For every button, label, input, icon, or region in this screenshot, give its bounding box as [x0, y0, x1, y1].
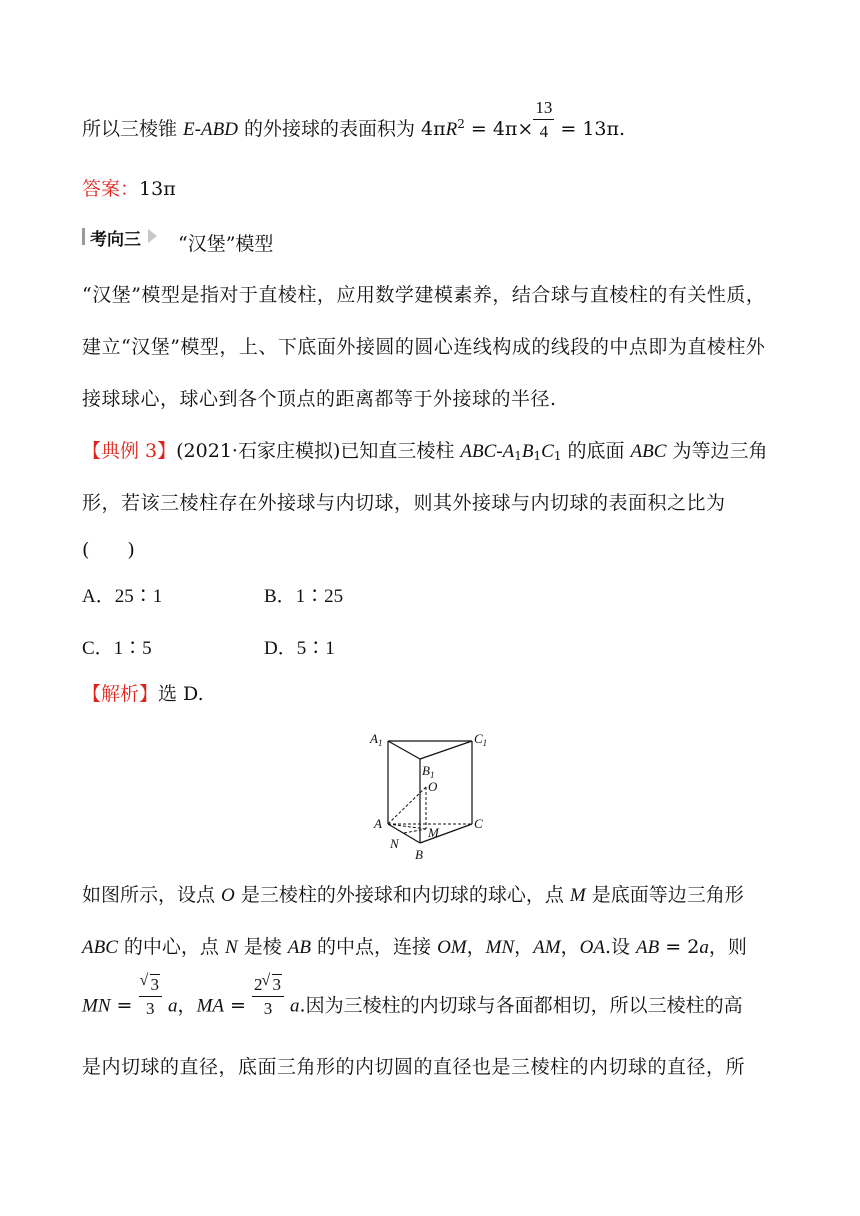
label-A1: $A_1$	[370, 731, 383, 748]
exponent: 2	[457, 117, 465, 131]
var-OM: OM	[437, 937, 467, 958]
radius-var: R	[445, 119, 458, 140]
option-c[interactable]: C．1∶5	[82, 638, 152, 659]
denominator: 4	[539, 121, 549, 141]
text: 是棱	[237, 936, 288, 958]
answer-paren: ( )	[82, 539, 135, 561]
solution-line-3	[82, 975, 743, 1018]
option-d[interactable]: D．5∶1	[264, 638, 335, 659]
text: ，	[560, 936, 580, 958]
label-O: O	[428, 779, 438, 794]
text: ，	[514, 936, 534, 958]
sqrt-sign	[141, 976, 161, 993]
text: = 13π.	[554, 118, 626, 140]
option-a[interactable]: A．25∶1	[82, 586, 163, 607]
text: 是三棱柱的外接球和内切球的球心，点	[234, 884, 570, 906]
tag-bar	[82, 228, 85, 245]
var-AB: AB	[287, 937, 311, 958]
prism-part: ABC-A	[460, 441, 515, 462]
label-N: N	[390, 836, 399, 851]
var-O: O	[221, 885, 235, 906]
text: = 4π×	[464, 118, 534, 140]
var-MN: MN	[82, 995, 111, 1017]
text: =	[110, 994, 139, 1017]
subscript: 1	[533, 449, 542, 463]
text: 的外接球的表面积为 4π	[237, 118, 446, 140]
analysis-line	[82, 685, 204, 704]
option-b[interactable]: B．1∶25	[264, 586, 344, 607]
text: .因为三棱柱的内切球与各面都相切，所以三棱柱的高	[299, 994, 743, 1017]
var-ABC: ABC	[82, 937, 118, 958]
label-B: B	[415, 847, 423, 862]
fraction-2sqrt3-3	[252, 976, 284, 1017]
base-name: ABC	[630, 441, 667, 462]
answer-value: 13π	[139, 178, 176, 200]
label-M: M	[428, 825, 439, 840]
var-M: M	[569, 885, 586, 906]
var-MA: MA	[196, 995, 224, 1017]
var-AM: AM	[533, 937, 561, 958]
label-B1: $B_1$	[422, 763, 435, 780]
text: 为等边三角	[666, 440, 768, 462]
var-a: a	[290, 995, 300, 1017]
answer-line	[82, 180, 176, 199]
prism-part: B	[521, 441, 534, 462]
edge-A1B1	[388, 741, 420, 759]
text: ，	[177, 994, 197, 1017]
section-tag	[82, 225, 152, 250]
text: = 2	[659, 936, 700, 958]
label-C: C	[474, 816, 483, 831]
text: .设	[604, 936, 637, 958]
text: =	[224, 994, 252, 1017]
edge-B1C1	[420, 741, 472, 759]
sqrt-sign	[263, 976, 283, 993]
text: 的中心，点	[117, 936, 225, 958]
example-source: (2021·石家庄模拟)	[176, 440, 341, 462]
text: 的底面	[561, 440, 631, 462]
prism-figure	[360, 725, 500, 865]
text: 的中点，连接	[310, 936, 438, 958]
subscript: 1	[553, 449, 562, 463]
var-OA: OA	[579, 937, 605, 958]
coefficient: 2	[254, 975, 263, 994]
tag-arrow-icon	[148, 229, 157, 243]
intro-line-1: “汉堡”模型是指对于直棱柱，应用数学建模素养，结合球与直棱柱的有关性质，	[82, 284, 766, 306]
var-a: a	[168, 995, 178, 1017]
example-label: 【典例 3】	[82, 440, 177, 462]
surface-area-line	[82, 97, 626, 141]
text: 如图所示，设点	[82, 884, 222, 906]
solid-name: E-ABD	[183, 119, 238, 140]
var-MN: MN	[485, 937, 515, 958]
section-title: “汉堡”模型	[178, 233, 274, 255]
intro-line-3: 接球球心，球心到各个顶点的距离都等于外接球的半径.	[82, 388, 557, 410]
text: 所以三棱锥	[82, 118, 184, 140]
solution-line-1	[82, 886, 744, 905]
example-line-2: 形，若该三棱柱存在外接球与内切球，则其外接球与内切球的表面积之比为	[82, 492, 726, 514]
label-C1: $C_1$	[474, 731, 488, 748]
numerator: 13	[533, 99, 554, 120]
solution-line-4: 是内切球的直径，底面三角形的内切圆的直径也是三棱柱的内切球的直径，所	[82, 1056, 746, 1078]
subscript: 1	[514, 449, 522, 463]
text: ，	[466, 936, 486, 958]
fraction-13-4	[533, 99, 554, 140]
text: 已知直三棱柱	[340, 440, 461, 462]
fraction-sqrt3-3	[139, 976, 163, 1017]
example-line-1	[82, 442, 767, 462]
radicand: 3	[272, 975, 281, 994]
analysis-label: 【解析】	[82, 683, 159, 705]
var-AB: AB	[636, 937, 660, 958]
denominator: 3	[146, 999, 155, 1018]
answer-label: 答案：	[82, 178, 140, 200]
text: ，则	[708, 936, 747, 958]
intro-line-2: 建立“汉堡”模型，上、下底面外接圆的圆心连线构成的线段的中点即为直棱柱外	[82, 336, 766, 358]
analysis-text: 选 D.	[158, 683, 204, 705]
segment-MN	[404, 829, 426, 833]
label-A: A	[374, 816, 382, 831]
solution-line-2	[82, 938, 747, 957]
section-tag-text: 考向三	[90, 230, 141, 250]
var-N: N	[224, 937, 238, 958]
radicand: 3	[150, 975, 159, 994]
var-a: a	[699, 937, 709, 958]
denominator: 3	[263, 999, 273, 1018]
prism-part: C	[541, 441, 554, 462]
text: 是底面等边三角形	[585, 884, 744, 906]
